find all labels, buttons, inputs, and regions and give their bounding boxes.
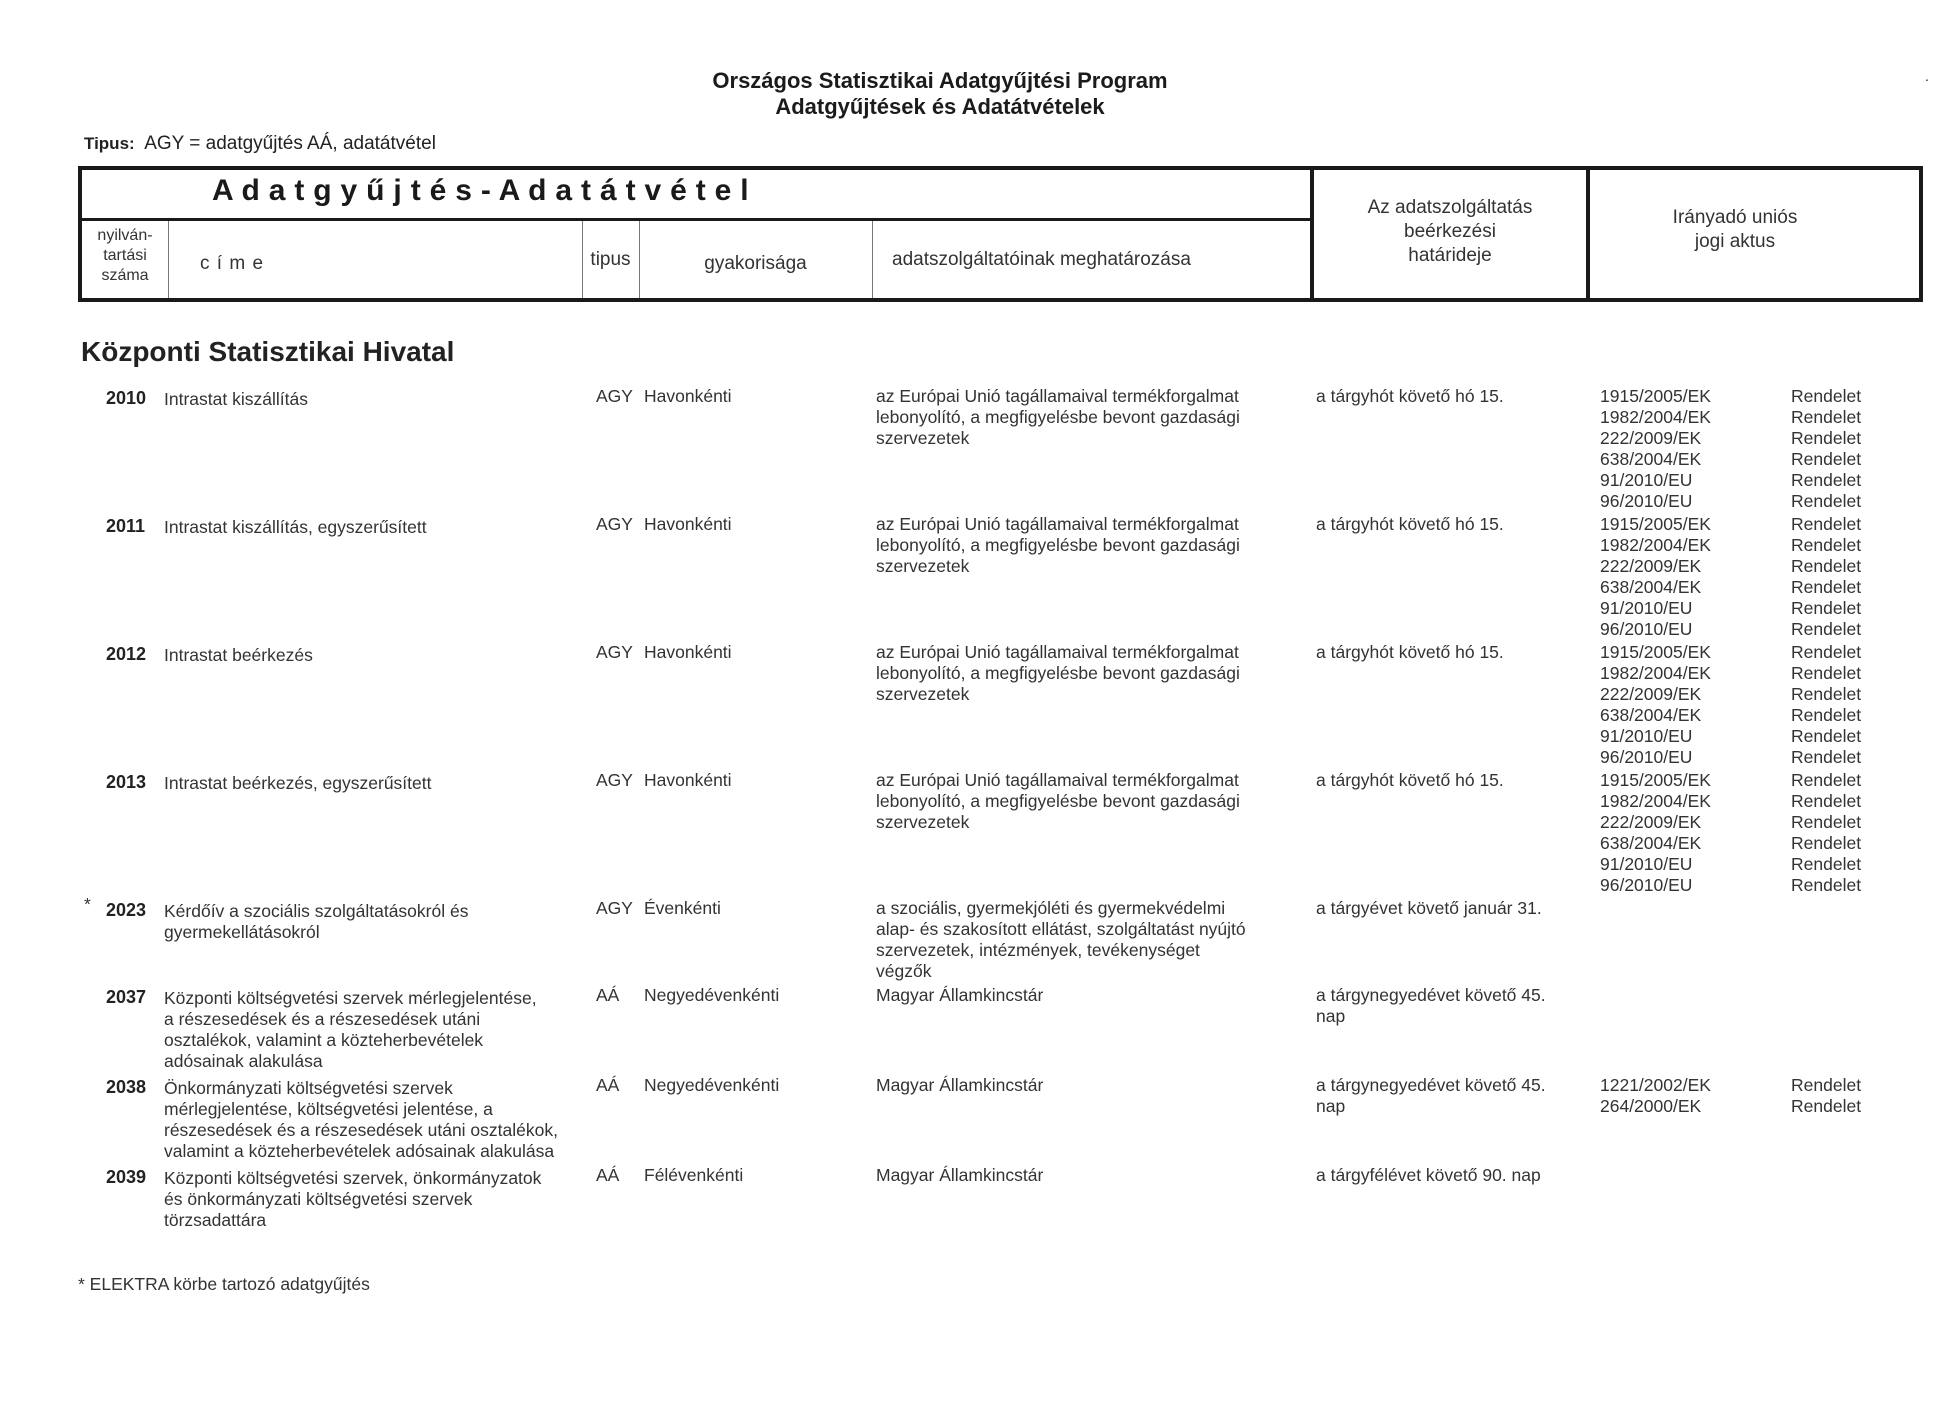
row-type: AÁ bbox=[596, 1075, 620, 1095]
col-header-deadline: Az adatszolgáltatás beérkezési határideje bbox=[1367, 197, 1533, 266]
table-group-title: A d a t g y ű j t é s - A d a t á t v é t e l bbox=[212, 174, 749, 207]
col-header-frequency: gyakorisága bbox=[704, 253, 807, 274]
row-title: Intrastat beérkezés, egyszerűsített bbox=[164, 773, 432, 793]
row-act-types: Rendelet Rendelet bbox=[1791, 1075, 1862, 1116]
row-deadline: a tárgyfélévet követő 90. nap bbox=[1316, 1165, 1541, 1185]
row-frequency: Félévenkénti bbox=[644, 1165, 744, 1185]
type-legend bbox=[84, 133, 436, 155]
row-legal-acts: 1915/2005/EK 1982/2004/EK 222/2009/EK 638/2004/EK 91/2010/EU 96/2010/EU bbox=[1600, 770, 1711, 895]
col-header-title: c í m e bbox=[200, 253, 265, 274]
row-legal-acts: 1221/2002/EK 264/2000/EK bbox=[1600, 1075, 1711, 1116]
col-header-providers: adatszolgáltatóinak meghatározása bbox=[892, 249, 1191, 270]
row-type: AGY bbox=[596, 642, 633, 662]
row-legal-acts: 1915/2005/EK 1982/2004/EK 222/2009/EK 638/2004/EK 91/2010/EU 96/2010/EU bbox=[1600, 514, 1711, 639]
row-id: 2037 bbox=[106, 987, 147, 1007]
row-id: 2010 bbox=[106, 388, 147, 408]
row-act-types: Rendelet Rendelet Rendelet Rendelet Rendelet Rendelet bbox=[1791, 514, 1862, 639]
section-title: Központi Statisztikai Hivatal bbox=[81, 336, 455, 367]
row-providers: Magyar Államkincstár bbox=[876, 985, 1044, 1005]
row-providers: Magyar Államkincstár bbox=[876, 1075, 1044, 1095]
row-frequency: Havonkénti bbox=[644, 514, 732, 534]
row-frequency: Havonkénti bbox=[644, 770, 732, 790]
col-header-legal-act: Irányadó uniós jogi aktus bbox=[1672, 207, 1798, 252]
row-frequency: Negyedévenkénti bbox=[644, 1075, 780, 1095]
row-act-types: Rendelet Rendelet Rendelet Rendelet Rendelet Rendelet bbox=[1791, 386, 1862, 511]
row-frequency: Havonkénti bbox=[644, 386, 732, 406]
row-deadline: a tárgynegyedévet követő 45. nap bbox=[1316, 1075, 1546, 1116]
row-act-types: Rendelet Rendelet Rendelet Rendelet Rendelet Rendelet bbox=[1791, 770, 1862, 895]
row-type: AGY bbox=[596, 770, 633, 790]
row-providers: a szociális, gyermekjóléti és gyermekvédelmi alap- és szakosított ellátást, szolgáltatást nyújtó szervezetek, intézmények, tevékenységet végzők bbox=[876, 898, 1246, 981]
type-legend-label: Tipus: bbox=[84, 134, 135, 153]
row-legal-acts: 1915/2005/EK 1982/2004/EK 222/2009/EK 638/2004/EK 91/2010/EU 96/2010/EU bbox=[1600, 642, 1711, 767]
row-deadline: a tárgyévet követő január 31. bbox=[1316, 898, 1542, 918]
row-frequency: Évenkénti bbox=[644, 898, 721, 918]
corner-mark: . bbox=[1925, 68, 1929, 84]
row-type: AGY bbox=[596, 514, 633, 534]
row-id: 2011 bbox=[106, 516, 146, 536]
col-header-id: nyilván- tartási száma bbox=[97, 227, 153, 284]
table-header bbox=[78, 166, 1923, 302]
row-act-types: Rendelet Rendelet Rendelet Rendelet Rendelet Rendelet bbox=[1791, 642, 1862, 767]
page-subtitle: Adatgyűjtések és Adatátvételek bbox=[775, 94, 1105, 119]
row-legal-acts: 1915/2005/EK 1982/2004/EK 222/2009/EK 638/2004/EK 91/2010/EU 96/2010/EU bbox=[1600, 386, 1711, 511]
row-deadline: a tárgyhót követő hó 15. bbox=[1316, 770, 1504, 790]
type-legend-text: AGY = adatgyűjtés AÁ, adatátvétel bbox=[144, 133, 436, 154]
row-title: Központi költségvetési szervek, önkormányzatok és önkormányzati költségvetési szervek törzsadattára bbox=[164, 1168, 542, 1230]
footnote: * ELEKTRA körbe tartozó adatgyűjtés bbox=[78, 1274, 370, 1294]
row-title: Önkormányzati költségvetési szervek mérlegjelentése, költségvetési jelentése, a részesedések és a részesedések utáni osztalékok, valamint a közteherbevételek adósainak alakulása bbox=[164, 1078, 558, 1161]
row-deadline: a tárgyhót követő hó 15. bbox=[1316, 514, 1504, 534]
row-type: AGY bbox=[596, 898, 633, 918]
row-type: AGY bbox=[596, 386, 633, 406]
row-frequency: Negyedévenkénti bbox=[644, 985, 780, 1005]
row-id: 2013 bbox=[106, 772, 147, 792]
row-id: 2012 bbox=[106, 644, 147, 664]
col-header-type: tipus bbox=[590, 249, 631, 270]
row-id: 2039 bbox=[106, 1167, 147, 1187]
row-deadline: a tárgyhót követő hó 15. bbox=[1316, 642, 1504, 662]
row-title: Intrastat kiszállítás bbox=[164, 389, 308, 409]
row-id: 2038 bbox=[106, 1077, 147, 1097]
row-frequency: Havonkénti bbox=[644, 642, 732, 662]
row-title: Intrastat beérkezés bbox=[164, 645, 313, 665]
row-title: Központi költségvetési szervek mérlegjelentése, a részesedések és a részesedések utáni osztalékok, valamint a közteherbevételek adósainak alakulása bbox=[164, 988, 537, 1071]
row-deadline: a tárgynegyedévet követő 45. nap bbox=[1316, 985, 1546, 1026]
row-deadline: a tárgyhót követő hó 15. bbox=[1316, 386, 1504, 406]
row-title: Kérdőív a szociális szolgáltatásokról és gyermekellátásokról bbox=[164, 901, 469, 942]
row-providers: az Európai Unió tagállamaival termékforgalmat lebonyolító, a megfigyelésbe bevont gazdasági szervezetek bbox=[876, 770, 1240, 832]
row-providers: az Európai Unió tagállamaival termékforgalmat lebonyolító, a megfigyelésbe bevont gazdasági szervezetek bbox=[876, 386, 1240, 448]
row-id: 2023 bbox=[106, 900, 147, 920]
row-title: Intrastat kiszállítás, egyszerűsített bbox=[164, 517, 427, 537]
row-providers: az Európai Unió tagállamaival termékforgalmat lebonyolító, a megfigyelésbe bevont gazdasági szervezetek bbox=[876, 642, 1240, 704]
row-type: AÁ bbox=[596, 1165, 620, 1185]
row-providers: Magyar Államkincstár bbox=[876, 1165, 1044, 1185]
page-title: Országos Statisztikai Adatgyűjtési Program bbox=[712, 68, 1168, 93]
row-providers: az Európai Unió tagállamaival termékforgalmat lebonyolító, a megfigyelésbe bevont gazdasági szervezetek bbox=[876, 514, 1240, 576]
row-star-marker: * bbox=[84, 894, 91, 914]
row-type: AÁ bbox=[596, 985, 620, 1005]
